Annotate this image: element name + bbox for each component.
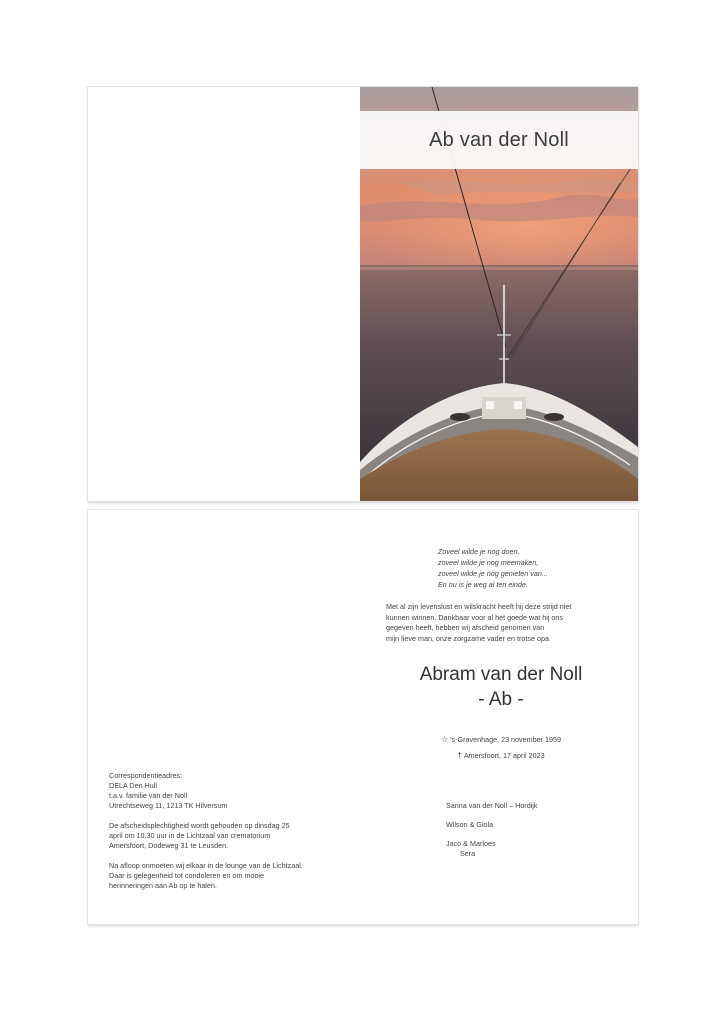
poem-line: Zoveel wilde je nog doen, xyxy=(438,547,520,556)
ceremony-line: april om 10.30 uur in de Lichtzaal van crematorium xyxy=(109,831,271,840)
deceased-nickname: - Ab - xyxy=(478,689,524,710)
address-line: Correspondentieadres: xyxy=(109,771,183,780)
death-text: Amersfoort, 17 april 2023 xyxy=(463,751,545,760)
star-icon: ☆ xyxy=(440,735,449,744)
family-line: Jaco & Marloes xyxy=(446,839,496,848)
announcement-line: mijn lieve man, onze zorgzame vader en trotse opa xyxy=(386,633,549,643)
poem xyxy=(438,546,548,590)
announcement-text xyxy=(386,602,626,644)
reception-line: Daar is gelegenheid tot condoleren en om mooie xyxy=(109,871,265,880)
family-grandchild: Sera xyxy=(460,849,476,858)
correspondence-address xyxy=(109,771,227,811)
family-line: Wilson & Giola xyxy=(446,820,494,829)
announcement-line: gegeven heeft, hebben wij afscheid genomen van xyxy=(386,623,545,632)
reception-line: Na afloop onmoeten wij elkaar in de lounge van de Lichtzaal. xyxy=(109,861,303,870)
announcement-line: kunnen winnen. Dankbaar voor al het goede wat hij ons xyxy=(386,612,564,622)
ceremony-line: De afscheidsplechtigheid wordt gehouden op dinsdag 25 xyxy=(109,821,290,830)
announcement-line: Met al zijn levenslust en wilskracht heeft hij deze strijd niet xyxy=(386,602,572,611)
card-front xyxy=(88,87,638,501)
poem-line: zoveel wilde je nog genieten van... xyxy=(438,569,548,578)
deceased-full-name: Abram van der Noll xyxy=(419,664,583,685)
card-inside xyxy=(88,510,638,924)
cover-name: Ab van der Noll xyxy=(429,128,569,151)
address-line: DELA Den Hull xyxy=(109,781,157,790)
family-line: Sarina van der Noll – Hordijk xyxy=(446,801,538,810)
ceremony-info xyxy=(109,821,290,851)
family-line-indented xyxy=(446,849,475,858)
address-line: t.a.v. familie van der Noll xyxy=(109,791,188,800)
cover-photo xyxy=(360,87,638,501)
birth-line xyxy=(386,735,616,744)
cross-icon: † xyxy=(457,751,462,760)
birth-text: 's-Gravenhage, 23 november 1959 xyxy=(450,735,562,744)
poem-line: zoveel wilde je nog meemaken, xyxy=(438,558,539,567)
cover-title-band xyxy=(360,111,638,169)
address-line: Utrechtseweg 11, 1213 TK Hilversum xyxy=(109,801,228,810)
ceremony-line: Amersfoort, Dodeweg 31 te Leusden. xyxy=(109,841,229,850)
reception-line: herinneringen aan Ab op te halen. xyxy=(109,881,217,890)
death-line xyxy=(386,751,616,760)
poem-line: En nu is je weg al ten einde. xyxy=(438,580,528,589)
reception-info xyxy=(109,861,303,891)
